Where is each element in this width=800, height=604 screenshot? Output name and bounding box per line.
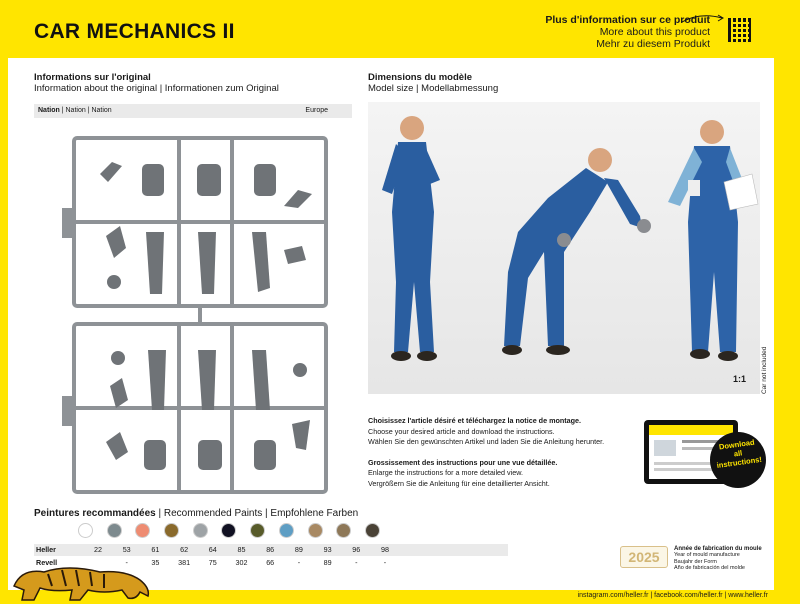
instructions-p1-de: Wählen Sie den gewünschten Artikel und laden Sie die Anleitung herunter. <box>368 437 605 446</box>
more-info-de: Mehr zu diesem Produkt <box>596 38 710 50</box>
instructions-text <box>368 416 648 499</box>
instructions-p1-fr: Choisissez l'article désiré et téléchargez la notice de montage. <box>368 416 582 425</box>
original-title: Informations sur l'original <box>34 72 151 83</box>
instructions-p1-en: Choose your desired article and download the instructions. <box>368 426 555 436</box>
paints-heading <box>34 508 358 519</box>
paint-code-cell: 96 <box>352 545 361 554</box>
paint-code-cell: 381 <box>178 558 191 567</box>
model-title: Dimensions du modèle <box>368 72 472 83</box>
mould-year-text <box>674 546 762 571</box>
paints-heading-translations: | Recommended Paints | Empfohlene Farben <box>155 508 359 519</box>
paint-swatch <box>336 523 351 538</box>
nation-row <box>34 104 352 118</box>
more-info-fr: Plus d'information sur ce produit <box>545 14 710 26</box>
paint-code-cell: 35 <box>151 558 160 567</box>
paint-code-cell: 22 <box>94 545 102 554</box>
sprue-frames-image <box>22 124 362 504</box>
paint-swatch <box>107 523 122 538</box>
paint-code-cell: - <box>383 558 387 567</box>
paint-code-cell: 61 <box>151 545 160 554</box>
nation-label: Nation <box>38 107 60 114</box>
instructions-p2-de: Vergrößern Sie die Anleitung für eine detaillierter Ansicht. <box>368 478 550 488</box>
paints-heading-fr: Peintures recommandées <box>34 508 156 519</box>
nation-value: Europe <box>305 107 328 114</box>
paint-swatch <box>279 523 294 538</box>
original-subtitle: Information about the original | Informationen zum Original <box>34 83 279 94</box>
download-badge[interactable]: Download all instructions! <box>716 437 763 471</box>
paint-code-cell: 98 <box>381 545 389 554</box>
paint-code-cell: 85 <box>237 545 246 554</box>
paint-code-cell: 89 <box>323 558 332 567</box>
paint-code-cell: 53 <box>122 545 131 554</box>
mould-year-de: Baujahr der Form <box>674 558 717 565</box>
paint-swatch <box>135 523 150 538</box>
page-title: CAR MECHANICS II <box>34 20 235 43</box>
download-instructions-graphic[interactable] <box>642 416 770 496</box>
mould-year-es: Año de fabricación del molde <box>674 564 745 571</box>
paint-code-cell: 66 <box>266 558 275 567</box>
paint-swatches <box>78 523 394 538</box>
mould-year-badge: 2025 <box>620 546 668 568</box>
qr-code-icon[interactable] <box>728 18 752 42</box>
mechanics-figures-image <box>368 102 760 394</box>
paint-swatch <box>221 523 236 538</box>
original-heading <box>34 72 279 94</box>
paint-swatch <box>193 523 208 538</box>
paint-code-cell: 302 <box>235 558 248 567</box>
paint-code-cell: 86 <box>266 545 275 554</box>
paint-code-cell: 64 <box>208 545 217 554</box>
paint-swatch <box>164 523 179 538</box>
paint-swatch <box>250 523 265 538</box>
scale-label: 1:1 <box>732 374 746 384</box>
paint-code-cell: 93 <box>323 545 332 554</box>
arrow-icon <box>680 12 726 26</box>
paint-code-cell: 89 <box>294 545 303 554</box>
content-panel <box>8 58 774 590</box>
revell-label: Revell <box>36 558 58 567</box>
mould-year-en: Year of mould manufacture <box>674 552 740 559</box>
paint-swatch <box>78 523 93 538</box>
heller-tiger-logo <box>8 560 158 604</box>
instructions-p2-fr: Grossissement des instructions pour une vue détaillée. <box>368 457 558 467</box>
model-heading <box>368 72 498 94</box>
paint-code-cell: - <box>297 558 301 567</box>
more-info-en: More about this product <box>599 26 710 38</box>
paint-code-cell: - <box>355 558 358 567</box>
mould-year-fr: Année de fabrication du moule <box>674 546 762 552</box>
paint-swatch <box>365 523 380 538</box>
heller-paint-row <box>34 544 508 556</box>
paint-code-cell: - <box>125 558 128 567</box>
mould-year-block <box>620 546 770 571</box>
paint-code-cell: 62 <box>180 545 189 554</box>
figures-photo <box>368 102 760 394</box>
instructions-p2-en: Enlarge the instructions for a more detailed view. <box>368 468 524 477</box>
model-subtitle: Model size | Modellabmessung <box>368 83 499 94</box>
heller-label: Heller <box>36 545 56 554</box>
paint-swatch <box>308 523 323 538</box>
nation-label-translations: | Nation | Nation <box>61 107 112 114</box>
social-links[interactable]: instagram.com/heller.fr | facebook.com/heller.fr | www.heller.fr <box>577 592 768 599</box>
paint-code-cell: 75 <box>208 558 217 567</box>
car-not-included-note: Car not included <box>761 346 768 394</box>
